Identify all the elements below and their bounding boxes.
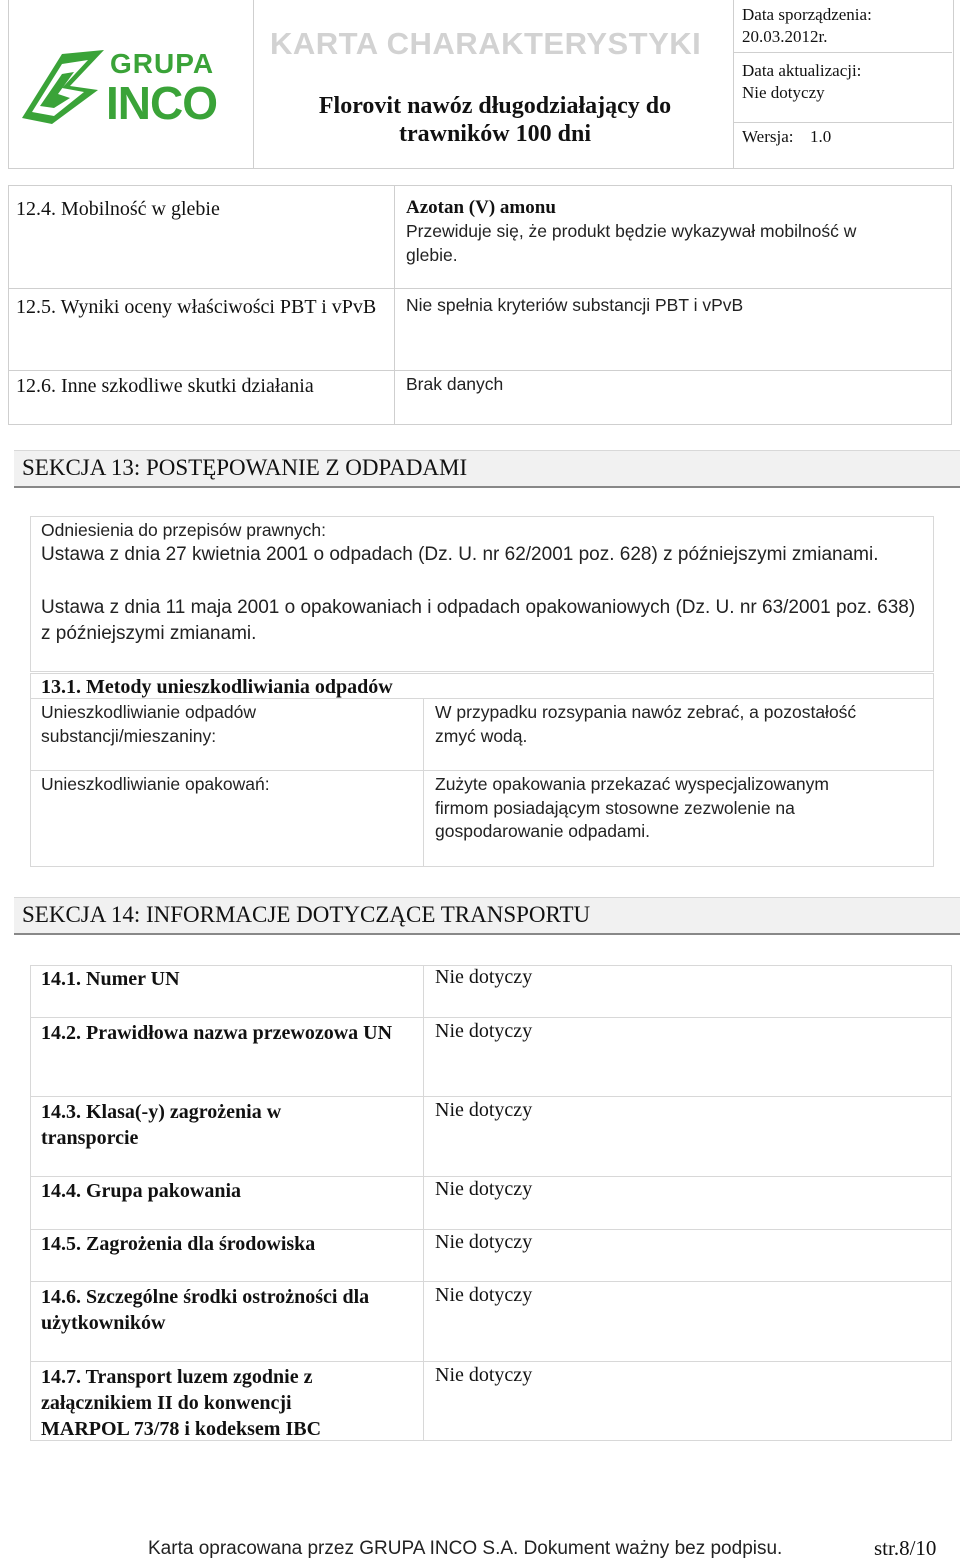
section-12-row-divider-2 — [8, 370, 952, 371]
header-divider-logo — [253, 0, 254, 168]
page-number: str.8/10 — [874, 1536, 937, 1560]
version-label: Wersja: — [742, 127, 794, 146]
row-12-5-value: Nie spełnia kryteriów substancji PBT i vPvB — [406, 295, 744, 315]
disposal-substance-value: W przypadku rozsypania nawóz zebrać, a pozostałość zmyć wodą. — [435, 702, 857, 746]
legal-reference-1: Ustawa z dnia 27 kwietnia 2001 o odpadach (Dz. U. nr 62/2001 poz. 628) z późniejszymi zmianami. — [41, 544, 879, 565]
legal-reference-2: Ustawa z dnia 11 maja 2001 o opakowaniach i odpadach opakowaniowych (Dz. U. nr 63/2001 poz. 638) z późniejszymi zmianami. — [41, 597, 916, 644]
transport-14-7-label: 14.7. Transport luzem zgodnie z załącznikiem II do konwencji MARPOL 73/78 i kodeksem IBC — [41, 1366, 322, 1440]
transport-14-5-label: 14.5. Zagrożenia dla środowiska — [41, 1233, 316, 1255]
row-12-4-value: Przewiduje się, że produkt będzie wykazywał mobilność w glebie. — [406, 221, 857, 265]
logo-text-inco: INCO — [106, 77, 217, 129]
transport-row-divider — [30, 1096, 952, 1097]
transport-14-3-value: Nie dotyczy — [435, 1099, 533, 1121]
header-meta-line-1 — [734, 52, 952, 53]
transport-14-7-value: Nie dotyczy — [435, 1364, 533, 1386]
transport-14-6-value: Nie dotyczy — [435, 1284, 533, 1306]
row-12-6-label: 12.6. Inne szkodliwe skutki działania — [16, 375, 314, 397]
disposal-row-divider — [30, 770, 934, 771]
version-value: 1.0 — [810, 127, 832, 146]
product-name: Florovit nawóz długodziałający do trawników 100 dni — [318, 93, 672, 147]
row-12-5-label: 12.5. Wyniki oceny właściwości PBT i vPvB — [16, 296, 377, 318]
document-title: KARTA CHARAKTERYSTYKI — [270, 26, 702, 61]
disposal-packaging-value: Zużyte opakowania przekazać wyspecjalizowanym firmom posiadającym stosowne zezwolenie na gospodarowanie odpadami. — [435, 774, 829, 841]
transport-14-4-value: Nie dotyczy — [435, 1178, 533, 1200]
transport-14-3-label: 14.3. Klasa(-y) zagrożenia w transporcie — [41, 1101, 282, 1149]
disposal-col-divider — [423, 698, 424, 867]
row-12-6-value: Brak danych — [406, 374, 504, 394]
transport-14-1-label: 14.1. Numer UN — [41, 968, 180, 990]
date-created-label: Data sporządzenia: — [742, 5, 872, 24]
logo-text-grupa: GRUPA — [110, 48, 215, 79]
disposal-packaging-label: Unieszkodliwianie opakowań: — [41, 774, 270, 794]
transport-row-divider — [30, 1281, 952, 1282]
disposal-substance-label: Unieszkodliwianie odpadów substancji/mieszaniny: — [41, 702, 256, 746]
section-14-heading-bar — [14, 897, 960, 935]
company-logo — [18, 42, 243, 132]
section-12-col-divider — [394, 185, 395, 425]
transport-row-divider — [30, 1229, 952, 1230]
row-12-4-label: 12.4. Mobilność w glebie — [16, 198, 220, 220]
header-meta-line-2 — [734, 122, 952, 123]
date-updated-label: Data aktualizacji: — [742, 61, 862, 80]
transport-14-5-value: Nie dotyczy — [435, 1231, 533, 1253]
transport-row-divider — [30, 1361, 952, 1362]
header-divider-meta — [733, 0, 734, 168]
transport-row-divider — [30, 1017, 952, 1018]
transport-14-1-value: Nie dotyczy — [435, 966, 533, 988]
date-created-value: 20.03.2012r. — [742, 27, 828, 46]
row-12-4-value-title: Azotan (V) amonu — [406, 197, 556, 218]
section-13-heading: SEKCJA 13: POSTĘPOWANIE Z ODPADAMI — [22, 455, 468, 480]
transport-col-divider — [423, 965, 424, 1441]
disposal-methods-heading: 13.1. Metody unieszkodliwiania odpadów — [41, 676, 393, 698]
logo-leaf-icon — [18, 46, 108, 128]
transport-14-6-label: 14.6. Szczególne środki ostrożności dla użytkowników — [41, 1286, 370, 1334]
date-updated-value: Nie dotyczy — [742, 83, 825, 102]
section-14-heading: SEKCJA 14: INFORMACJE DOTYCZĄCE TRANSPORTU — [22, 902, 591, 927]
legal-references-label: Odniesienia do przepisów prawnych: — [41, 520, 327, 540]
transport-14-4-label: 14.4. Grupa pakowania — [41, 1180, 242, 1202]
transport-row-divider — [30, 1176, 952, 1177]
transport-14-2-label: 14.2. Prawidłowa nazwa przewozowa UN — [41, 1022, 393, 1044]
footer-note: Karta opracowana przez GRUPA INCO S.A. Dokument ważny bez podpisu. — [148, 1538, 783, 1559]
transport-14-2-value: Nie dotyczy — [435, 1020, 533, 1042]
section-12-row-divider-1 — [8, 288, 952, 289]
section-13-heading-bar — [14, 450, 960, 488]
